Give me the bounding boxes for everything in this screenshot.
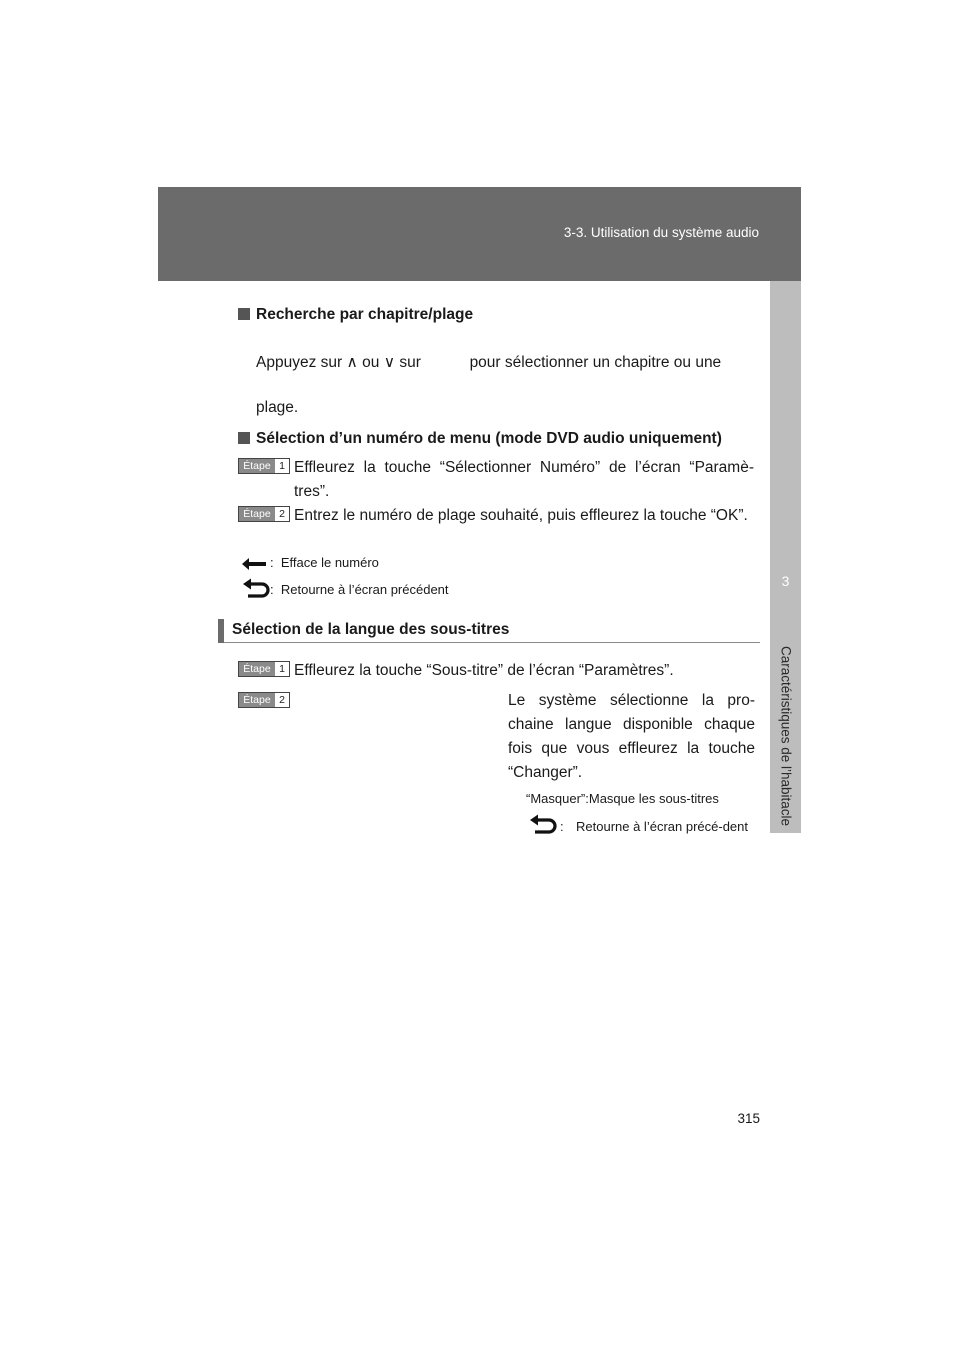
return-description: : Retourne à l’écran précé-dent (560, 819, 748, 834)
return-arrow-icon (529, 814, 557, 836)
step-badge-1: Étape 1 (238, 458, 290, 474)
search-line-2: plage. (256, 399, 299, 416)
chapter-number: 3 (781, 573, 790, 589)
backspace-arrow-icon (240, 556, 268, 572)
square-bullet-icon (238, 308, 250, 320)
subtitle-section-title: Sélection de la langue des sous-titres (232, 621, 510, 638)
subtitle-step-1-text: Effleurez la touche “Sous-titre” de l’écran “Paramètres”. (294, 662, 674, 679)
up-chevron-icon: ∧ (346, 354, 358, 371)
section-header: 3-3. Utilisation du système audio (563, 225, 759, 240)
subtitle-step-badge-1: Étape 1 (238, 661, 290, 677)
down-chevron-icon: ∨ (383, 354, 396, 371)
search-heading: Recherche par chapitre/plage (238, 306, 473, 324)
subtitle-step-badge-2: Étape 2 (238, 692, 290, 708)
square-bullet-icon (238, 432, 250, 444)
step-1-text: Effleurez la touche “Sélectionner Numéro” de l’écran “Paramè-tres”. (294, 459, 754, 500)
step-2-text: Entrez le numéro de plage souhaité, puis effleurez la touche “OK”. (294, 507, 748, 524)
chapter-label: Caractéristiques de l’habitacle (778, 645, 794, 827)
search-line-1: Appuyez sur ∧ ou ∨ sur pour sélectionner un chapitre ou une (256, 354, 722, 371)
step-badge-2: Étape 2 (238, 506, 290, 522)
page-number: 315 (737, 1111, 760, 1126)
legend-item-return: : Retourne à l’écran précédent (270, 582, 449, 597)
subtitle-step-2-text: Le système sélectionne la pro-chaine langue disponible chaque fois que vous effleurez la touche “Changer”. (508, 692, 755, 781)
subtitle-section-bar (218, 619, 760, 643)
legend-item-clear: : Efface le numéro (270, 555, 379, 570)
menu-number-heading: Sélection d’un numéro de menu (mode DVD audio uniquement) (238, 430, 722, 448)
mask-description: “Masquer”:Masque les sous-titres (526, 791, 719, 806)
return-arrow-icon (242, 578, 270, 600)
section-tab-marker (218, 619, 224, 643)
